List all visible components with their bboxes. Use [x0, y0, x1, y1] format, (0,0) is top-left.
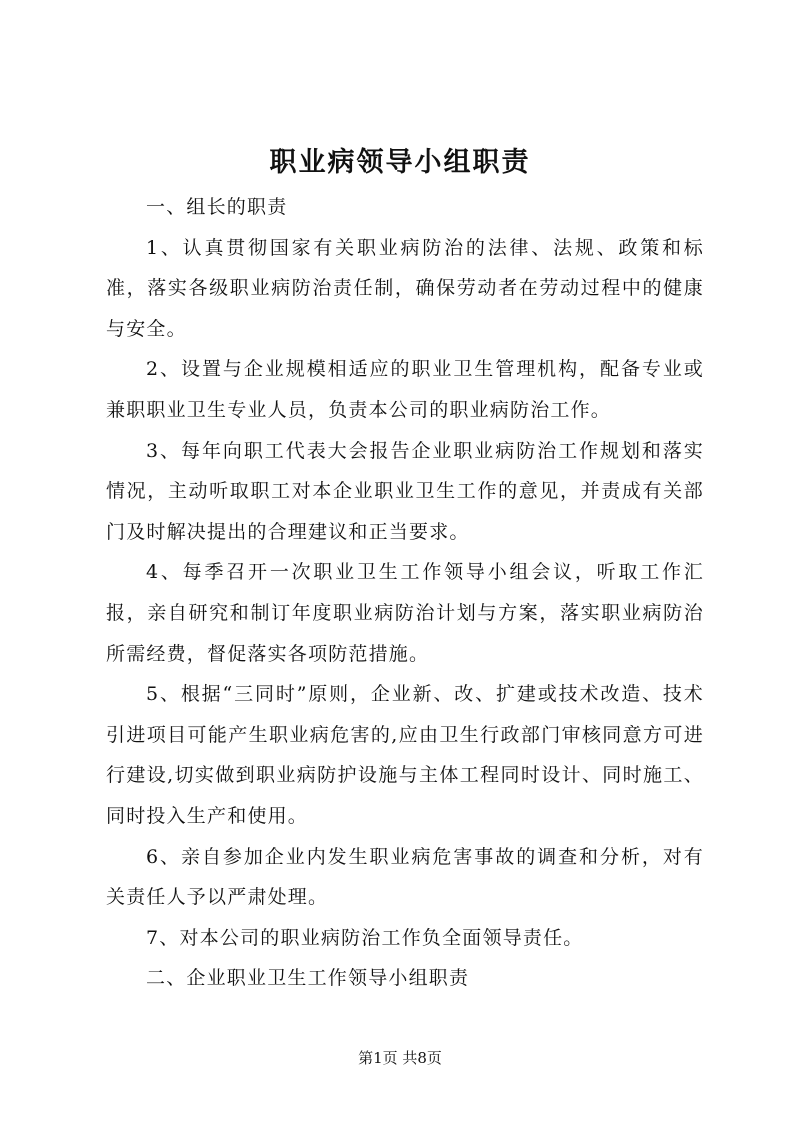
paragraph-item-5: 5、根据“三同时”原则，企业新、改、扩建或技术改造、技术引进项目可能产生职业病危害的,应由卫生行政部门审核同意方可进行建设,切实做到职业病防护设施与主体工程同时设计、同时施工、同时投入生产和使用。 — [106, 683, 704, 827]
paragraph-item-4: 4、每季召开一次职业卫生工作领导小组会议，听取工作汇报，亲自研究和制订年度职业病防治计划与方案，落实职业病防治所需经费，督促落实各项防范措施。 — [106, 561, 704, 665]
paragraph-item-3: 3、每年向职工代表大会报告企业职业病防治工作规划和落实情况，主动听取职工对本企业职业卫生工作的意见，并责成有关部门及时解决提出的合理建议和正当要求。 — [106, 439, 704, 543]
paragraph-item-1: 1、认真贯彻国家有关职业病防治的法律、法规、政策和标准，落实各级职业病防治责任制，确保劳动者在劳动过程中的健康与安全。 — [106, 236, 704, 340]
paragraph-item-6: 6、亲自参加企业内发生职业病危害事故的调查和分析，对有关责任人予以严肃处理。 — [106, 845, 704, 909]
section-heading-group-duties: 二、企业职业卫生工作领导小组职责 — [146, 967, 470, 990]
page-number-footer: 第1页 共8页 — [358, 1049, 442, 1067]
paragraph-item-2: 2、设置与企业规模相适应的职业卫生管理机构，配备专业或兼职职业卫生专业人员，负责本公司的职业病防治工作。 — [106, 358, 704, 421]
paragraph-item-7: 7、对本公司的职业病防治工作负全面领导责任。 — [146, 926, 584, 949]
section-heading-leader-duties: 一、组长的职责 — [146, 196, 288, 218]
document-title: 职业病领导小组职责 — [269, 147, 531, 178]
document-body — [106, 187, 704, 999]
